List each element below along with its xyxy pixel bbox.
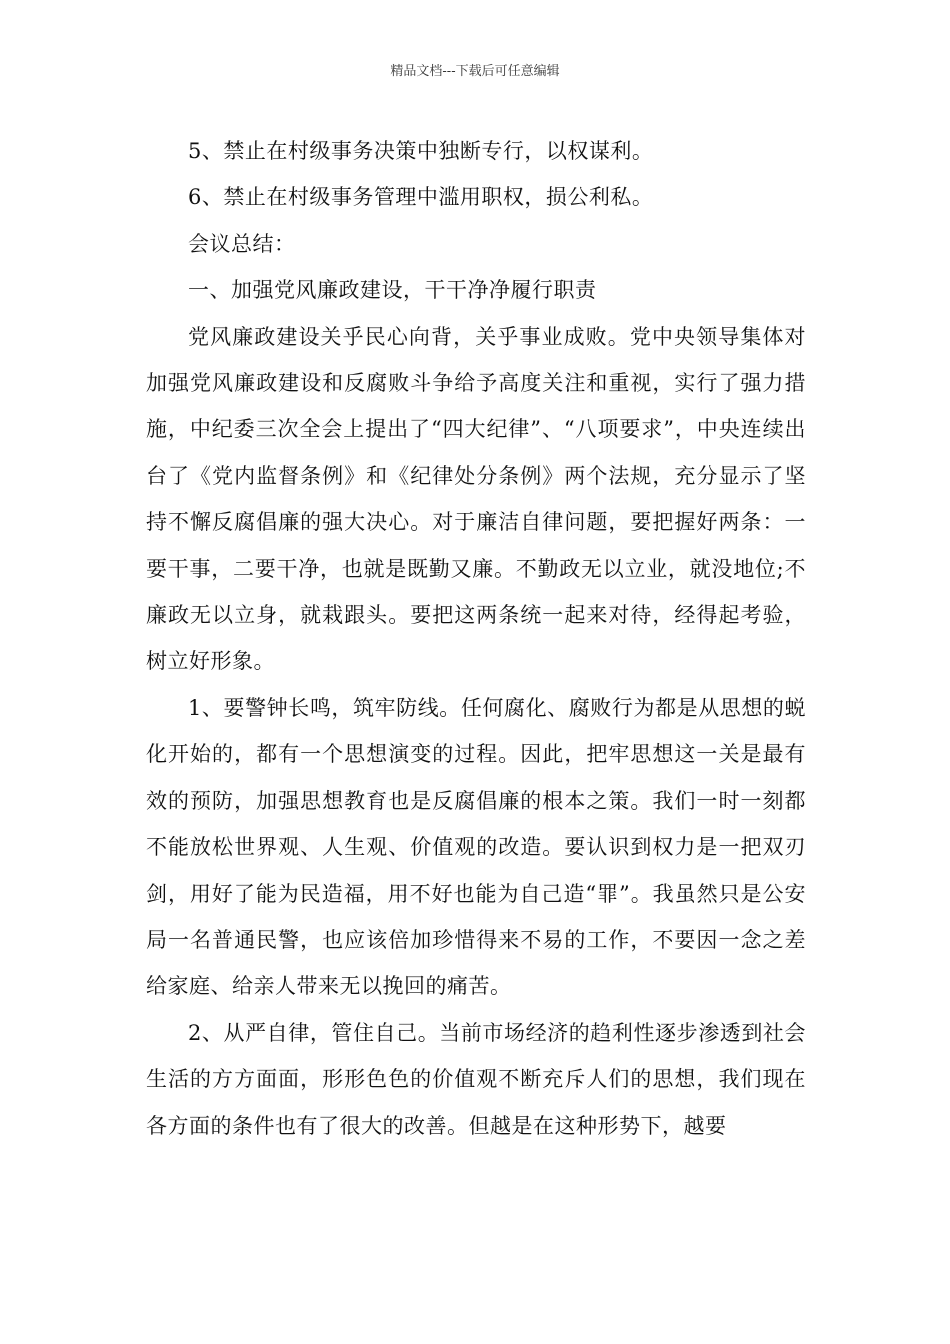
paragraph-meeting-summary: 会议总结： [188, 231, 296, 256]
paragraph-item-6: 6、禁止在村级事务管理中滥用职权，损公利私。 [188, 185, 654, 210]
paragraph-point-1: 1、要警钟长鸣，筑牢防线。任何腐化、腐败行为都是从思想的蜕化开始的，都有一个思想演变的过程。因此，把牢思想这一关是最有效的预防，加强思想教育也是反腐倡廉的根本之策。我们一时一刻都不能放松世界观、人生观、价值观的改造。要认识到权力是一把双刃剑，用好了能为民造福，用不好也能为自己造“罪”。我虽然只是公安局一名普通民警，也应该倍加珍惜得来不易的工作，不要因一念之差给家庭、给亲人带来无以挽回的痛苦。 [146, 695, 806, 999]
paragraph-point-2: 2、从严自律，管住自己。当前市场经济的趋利性逐步渗透到社会生活的方方面面，形形色色的价值观不断充斥人们的思想，我们现在各方面的条件也有了很大的改善。但越是在这种形势下，越要 [146, 1020, 806, 1138]
paragraph-intro: 党风廉政建设关乎民心向背，关乎事业成败。党中央领导集体对加强党风廉政建设和反腐败斗争给予高度关注和重视，实行了强力措施，中纪委三次全会上提出了“四大纪律”、“八项要求”，中央连续出台了《党内监督条例》和《纪律处分条例》两个法规，充分显示了坚持不懈反腐倡廉的强大决心。对于廉洁自律问题，要把握好两条：一要干事，二要干净，也就是既勤又廉。不勤政无以立业，就没地位;不廉政无以立身，就栽跟头。要把这两条统一起来对待，经得起考验，树立好形象。 [146, 324, 806, 674]
page-header: 精品文档---下载后可任意编辑 [390, 64, 560, 79]
section-heading-1: 一、加强党风廉政建设，干干净净履行职责 [188, 278, 597, 303]
document-body [146, 128, 806, 1149]
paragraph-item-5: 5、禁止在村级事务决策中独断专行，以权谋利。 [188, 139, 654, 163]
